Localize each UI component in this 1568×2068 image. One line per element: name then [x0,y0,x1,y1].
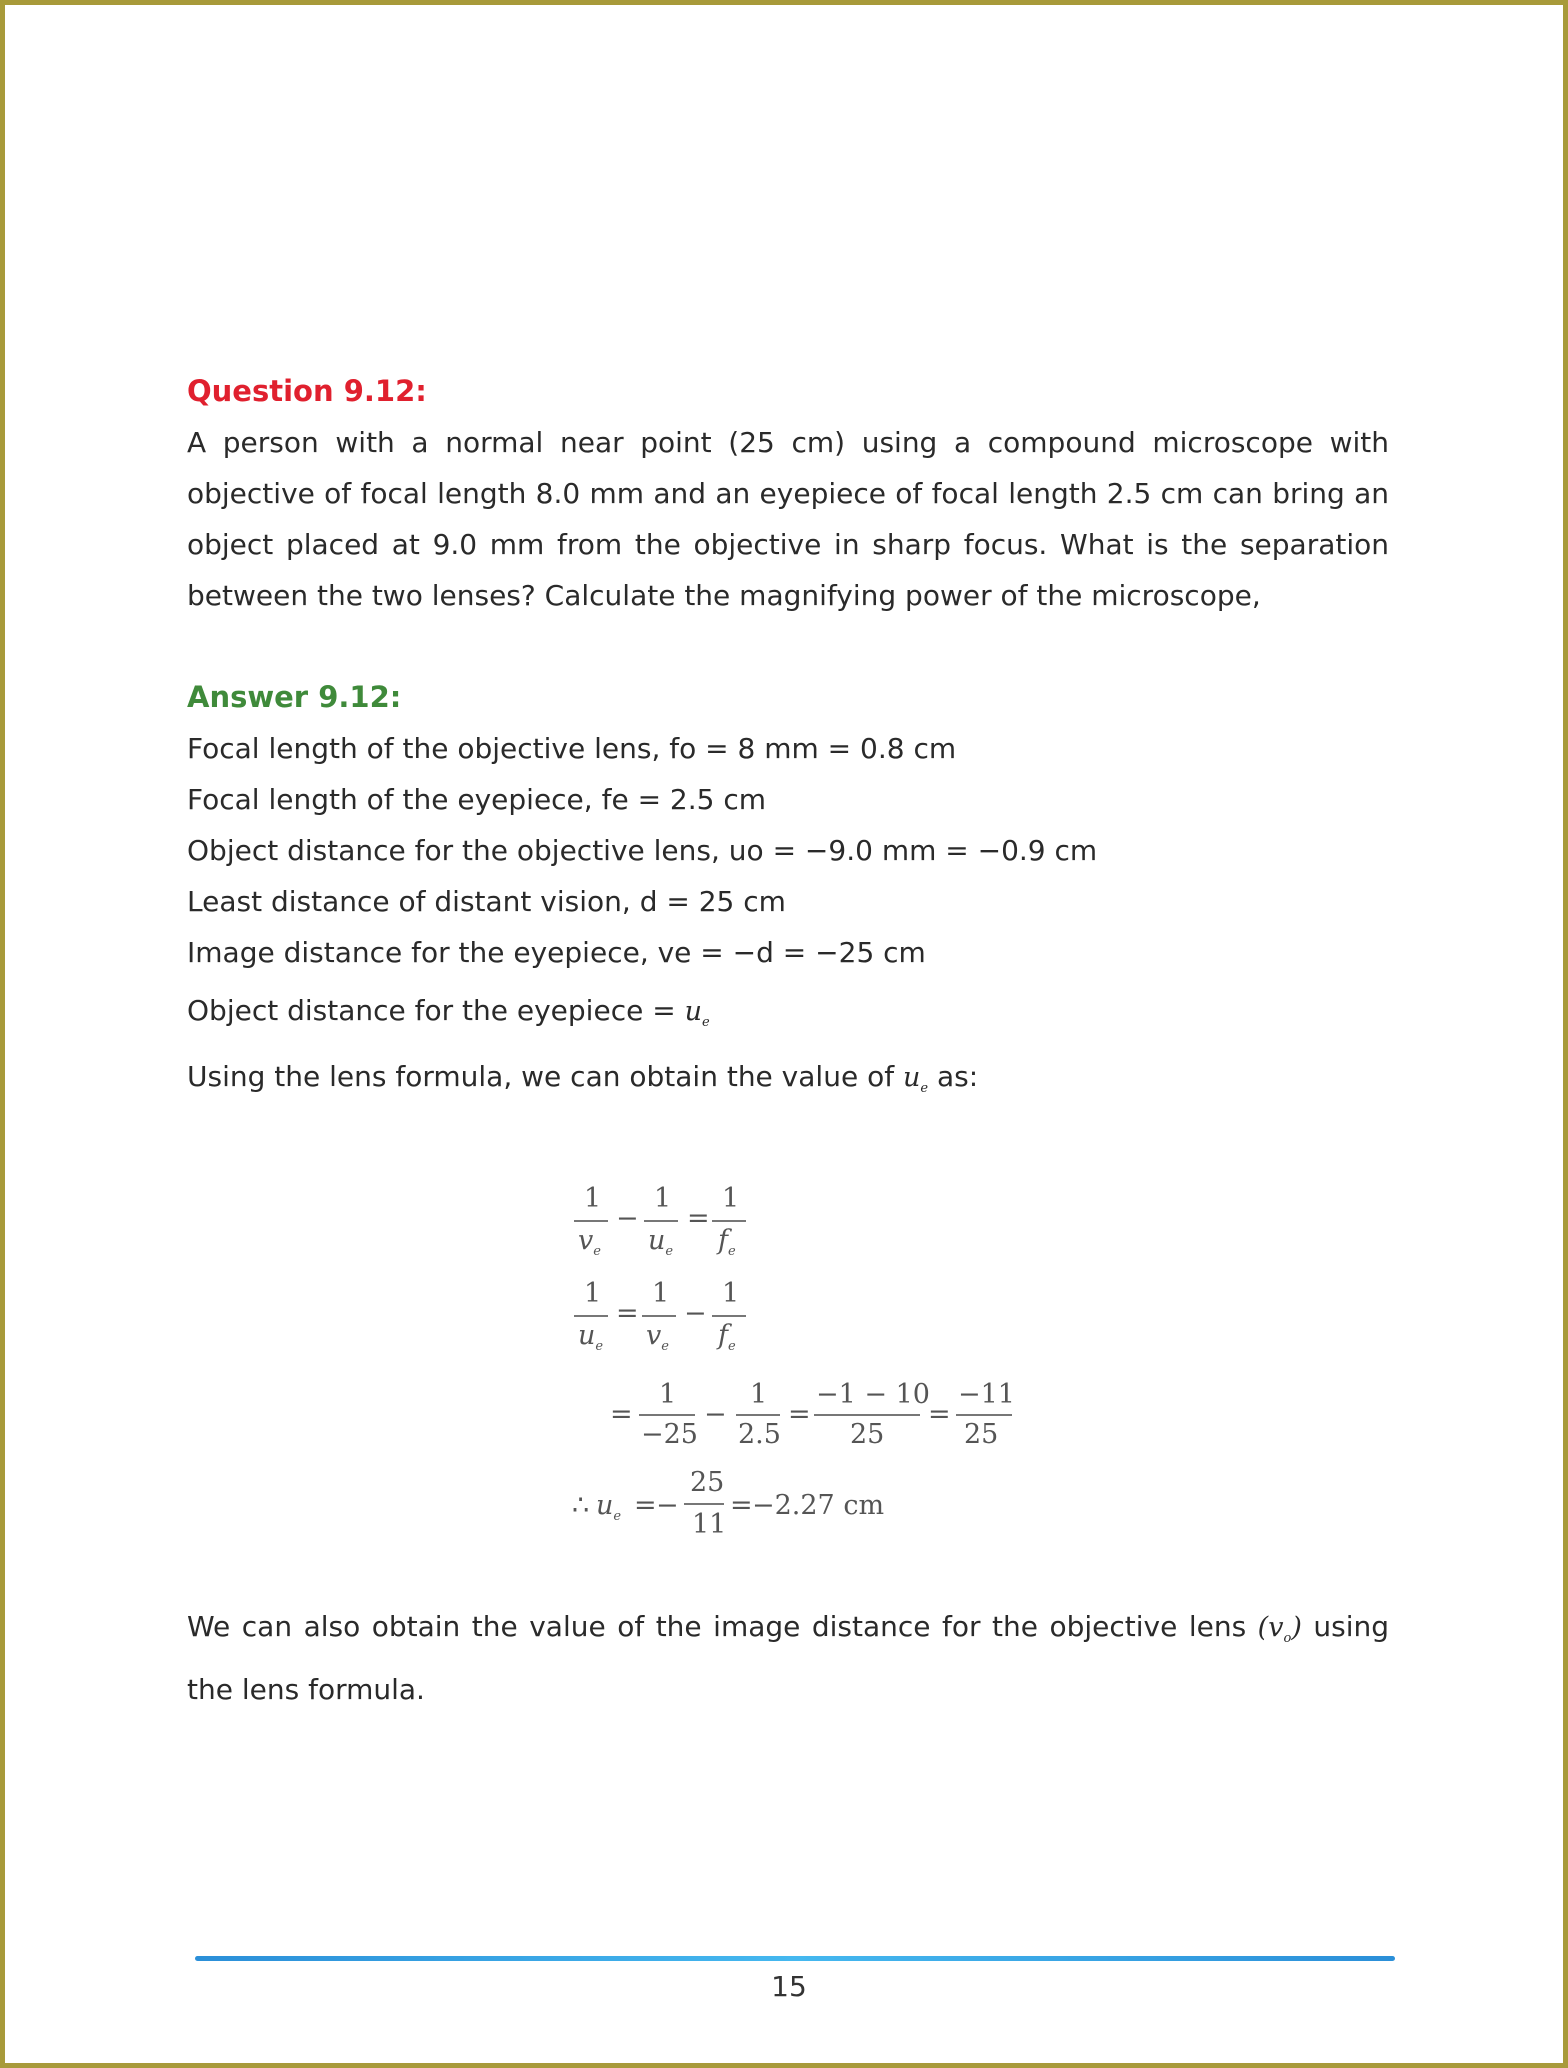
eq2-equals: = [616,1298,639,1329]
eq2-den-fe: $f_e$ [718,1320,736,1354]
eq4-den-11: 11 [692,1509,727,1540]
eq2-bar-3 [712,1315,746,1317]
eq4-minus: − [656,1490,679,1521]
eq3-num-1: 1 [659,1379,677,1410]
eq2-bar-2 [642,1315,676,1317]
eq2-den-ue: $u_e$ [578,1320,604,1354]
answer-line-least-distance: Least distance of distant vision, d = 25 cm [187,885,786,918]
answer-heading: Answer 9.12: [187,680,402,714]
eq1-den-ve: $v_e$ [578,1225,601,1259]
closing-text-prefix: We can also obtain the value of the image distance for the objective lens [187,1610,1258,1643]
eq1-num-3: 1 [722,1183,740,1214]
lens-formula-suffix: as: [928,1060,979,1093]
object-distance-label: Object distance for the eyepiece = [187,994,685,1027]
question-heading: Question 9.12: [187,374,427,408]
eq4-num-25: 25 [690,1467,725,1498]
answer-line-image-distance-eyepiece: Image distance for the eyepiece, ve = −d = −25 cm [187,936,926,969]
answer-line-focal-eyepiece: Focal length of the eyepiece, fe = 2.5 cm [187,783,767,816]
answer-line-focal-objective: Focal length of the objective lens, fo = 8 mm = 0.8 cm [187,732,957,765]
eq3-bar-3 [814,1414,920,1416]
eq2-minus: − [684,1298,707,1329]
eq1-bar-2 [644,1220,678,1222]
eq3-den-m25: −25 [641,1419,698,1450]
var-v-o-paren: $(v_o)$ [1257,1612,1302,1646]
equation-block [572,1175,1032,1555]
lens-formula-prefix: Using the lens formula, we can obtain the value of [187,1060,903,1093]
eq2-num-3: 1 [722,1278,740,1309]
main-content [187,366,1389,1110]
closing-text-suffix: using the lens formula. [187,1610,1389,1706]
closing-paragraph [187,1601,1389,1715]
answer-line-object-distance-eyepiece [187,978,1389,1044]
eq3-minus: − [704,1399,727,1430]
eq3-equals-3: = [928,1399,951,1430]
eq3-bar-2 [736,1414,780,1416]
eq1-minus: − [616,1203,639,1234]
eq2-bar-1 [574,1315,608,1317]
eq3-num-2: 1 [750,1379,768,1410]
eq4-equals-2: = [730,1490,753,1521]
footer-divider [195,1956,1395,1961]
eq2-num-2: 1 [652,1278,670,1309]
eq1-den-fe: $f_e$ [718,1225,736,1259]
eq1-den-ue: $u_e$ [648,1225,674,1259]
eq3-equals-2: = [788,1399,811,1430]
var-u-e: $u_e$ [684,996,710,1030]
eq4-bar [684,1503,724,1505]
eq3-equals-1: = [610,1399,633,1430]
eq1-bar-1 [574,1220,608,1222]
eq1-bar-3 [712,1220,746,1222]
eq1-num-1: 1 [584,1183,602,1214]
eq3-den-25a: 25 [850,1419,885,1450]
var-u-e-inline: $u_e$ [902,1062,929,1096]
eq4-ue: $u_e$ [596,1490,622,1524]
answer-line-lens-formula-intro [187,1044,1389,1110]
eq2-den-ve: $v_e$ [646,1320,669,1354]
eq3-den-25b: 25 [964,1419,999,1450]
question-text: A person with a normal near point (25 cm) using a compound microscope with objective of focal length 8.0 mm and an eyepiece of focal length 2.5 cm can bring an object placed at 9.0 mm from the objective in sharp focus. What is the separation between the two lenses? Calculate the magnifying power of the microscope, [187,426,1389,612]
eq3-num-m11: −11 [958,1379,1015,1410]
eq4-result: −2.27 cm [752,1490,885,1521]
eq3-den-2-5: 2.5 [738,1419,781,1450]
eq1-equals: = [687,1203,710,1234]
page-number: 15 [771,1970,807,2003]
eq3-num-m1m10: −1 − 10 [816,1379,930,1410]
eq4-equals-1: = [634,1490,657,1521]
eq4-therefore: ∴ [572,1490,590,1521]
eq3-bar-4 [956,1414,1012,1416]
answer-line-object-distance-objective: Object distance for the objective lens, uo = −9.0 mm = −0.9 cm [187,834,1098,867]
eq1-num-2: 1 [654,1183,672,1214]
eq2-num-1: 1 [584,1278,602,1309]
eq3-bar-1 [639,1414,695,1416]
